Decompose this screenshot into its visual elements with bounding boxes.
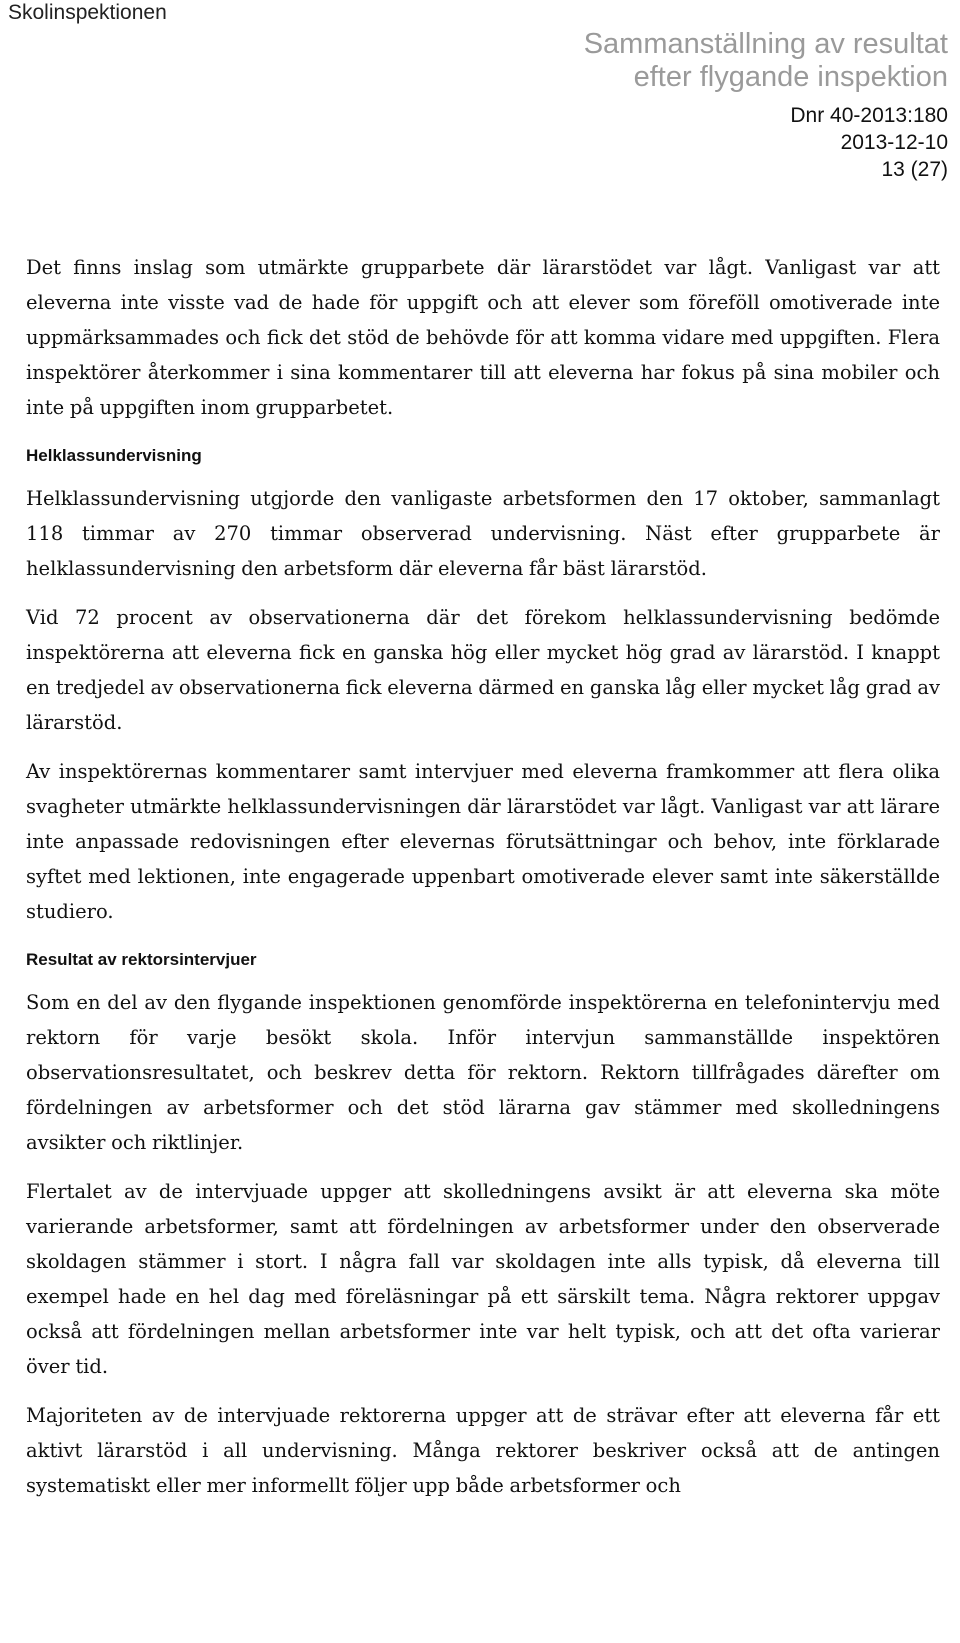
document-title-line-2: efter flygande inspektion [633, 61, 948, 93]
paragraph-helklass-3: Av inspektörernas kommentarer samt intervjuer med eleverna framkommer att flera olika svagheter utmärkte helklassundervisningen där lärarstödet var lågt. Vanligast var att lärare inte anpassade redovisningen efter elevernas förutsättningar och behov, inte förklarade syftet med lektionen, inte engagerade uppenbart omotiverade elever samt inte säkerställde studiero. [26, 760, 940, 923]
document-body [26, 250, 940, 1517]
paragraph-rektor-1: Som en del av den flygande inspektionen genomförde inspektörerna en telefonintervju med rektorn för varje besökt skola. Inför intervjun sammanställde inspektören observationsresultatet, och beskrev detta för rektorn. Rektorn tillfrågades därefter om fördelningen av arbetsformer och det stöd lärarna gav stämmer med skolledningens avsikter och riktlinjer. [26, 991, 940, 1154]
heading-rektorsintervjuer: Resultat av rektorsintervjuer [26, 950, 257, 969]
document-dnr: Dnr 40-2013:180 [790, 104, 948, 127]
document-header [584, 28, 948, 183]
paragraph-grupparbete: Det finns inslag som utmärkte grupparbete där lärarstödet var lågt. Vanligast var att eleverna inte visste vad de hade för uppgift och att elever som föreföll omotiverade inte uppmärksammades och fick det stöd de behövde för att komma vidare med uppgiften. Flera inspektörer återkommer i sina kommentarer till att eleverna har fokus på sina mobiler och inte på uppgiften inom grupparbetet. [26, 256, 940, 419]
paragraph-helklass-1: Helklassundervisning utgjorde den vanligaste arbetsformen den 17 oktober, sammanlagt 118 timmar av 270 timmar observerad undervisning. Näst efter grupparbete är helklassundervisning den arbetsform där eleverna får bäst lärarstöd. [26, 487, 940, 580]
page-number: 13 (27) [881, 158, 948, 181]
paragraph-rektor-2: Flertalet av de intervjuade uppger att skolledningens avsikt är att eleverna ska möte varierande arbetsformer, samt att fördelningen av arbetsformer under den observerade skoldagen stämmer i stort. I några fall var skoldagen inte alls typisk, då eleverna till exempel hade en hel dag med föreläsningar på ett särskilt tema. Några rektorer uppgav också att fördelningen mellan arbetsformer inte var helt typisk, och att det ofta varierar över tid. [26, 1180, 940, 1378]
organization-name: Skolinspektionen [8, 1, 167, 24]
paragraph-rektor-3: Majoriteten av de intervjuade rektorerna uppger att de strävar efter att eleverna får ett aktivt lärarstöd i all undervisning. Många rektorer beskriver också att de antingen systematiskt eller mer informellt följer upp både arbetsformer och [26, 1404, 940, 1497]
paragraph-helklass-2: Vid 72 procent av observationerna där det förekom helklassundervisning bedömde inspektörerna att eleverna fick en ganska hög eller mycket hög grad av lärarstöd. I knappt en tredjedel av observationerna fick eleverna därmed en ganska låg eller mycket låg grad av lärarstöd. [26, 606, 940, 734]
document-date: 2013-12-10 [840, 131, 948, 154]
document-title-line-1: Sammanställning av resultat [583, 28, 948, 60]
heading-helklassundervisning: Helklassundervisning [26, 446, 202, 465]
